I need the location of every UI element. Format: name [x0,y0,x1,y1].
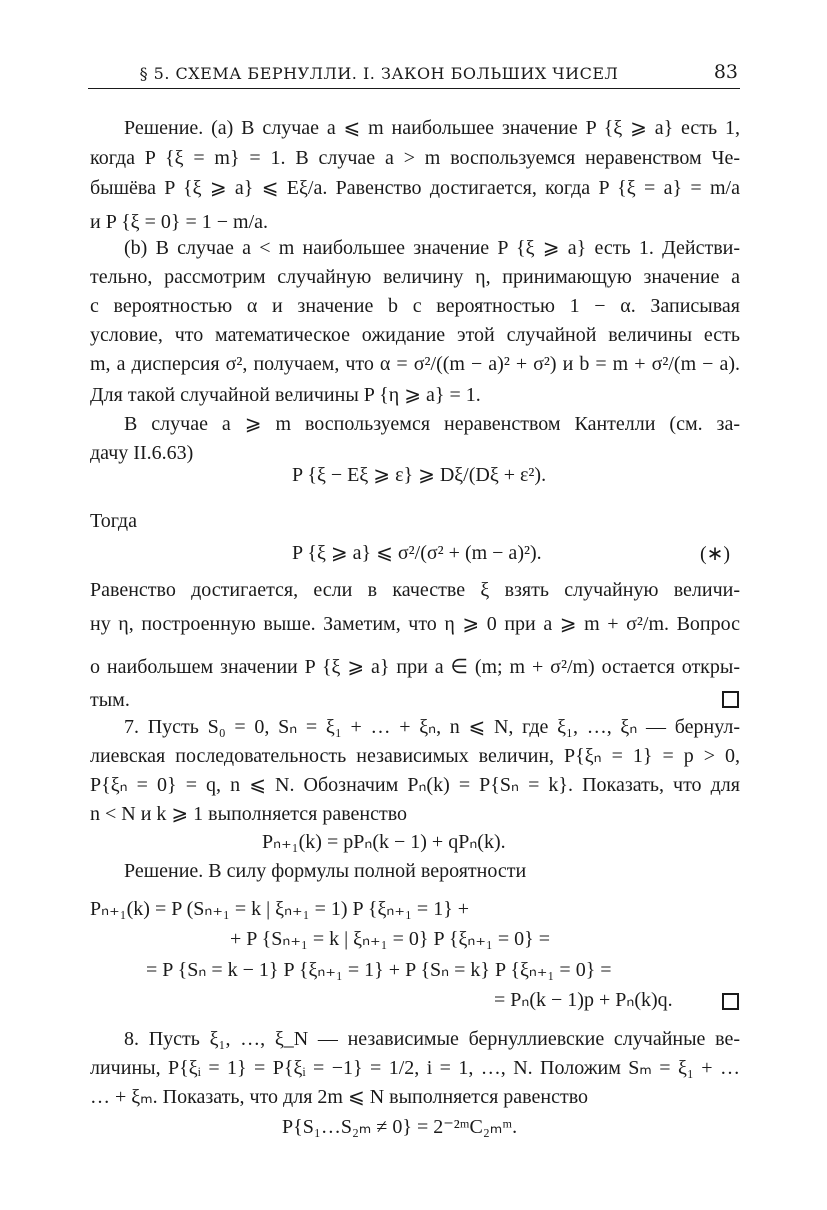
header-title: § 5. СХЕМА БЕРНУЛЛИ. I. ЗАКОН БОЛЬШИХ ЧИСЕЛ [139,64,619,83]
text-line: о наибольшем значении P {ξ ⩾ a} при a ∈ (m; m + σ²/m) остается откры- [90,656,740,678]
formula-final: P{S₁…S₂ₘ ≠ 0} = 2⁻²ᵐC₂ₘᵐ. [282,1116,518,1138]
qed-square [722,993,739,1010]
text-line: лиевская последовательность независимых величин, P{ξₙ = 1} = p > 0, [90,745,740,767]
formula-recurrence: Pₙ₊₁(k) = pPₙ(k − 1) + qPₙ(k). [262,831,506,853]
text-line: дачу II.6.63) [90,442,194,464]
text-line: … + ξₘ. Показать, что для 2m ⩽ N выполняется равенство [90,1086,589,1108]
running-header [88,58,740,89]
text-line: 7. Пусть S₀ = 0, Sₙ = ξ₁ + … + ξₙ, n ⩽ N, где ξ₁, …, ξₙ — бернул- [124,716,740,738]
text-line: 8. Пусть ξ₁, …, ξ_N — независимые бернуллиевские случайные ве- [124,1028,740,1050]
text-line: когда P {ξ = m} = 1. В случае a > m воспользуемся неравенством Че- [90,147,740,169]
formula-line: = Pₙ(k − 1)p + Pₙ(k)q. [494,989,673,1011]
text-line: бышёва P {ξ ⩾ a} ⩽ Eξ/a. Равенство достигается, когда P {ξ = a} = m/a [90,177,740,199]
text-line: Равенство достигается, если в качестве ξ взять случайную величи- [90,579,740,601]
text-line: n < N и k ⩾ 1 выполняется равенство [90,803,408,825]
qed-square [722,691,739,708]
text-line: Решение. В силу формулы полной вероятности [124,860,527,882]
text-line: тельно, рассмотрим случайную величину η, принимающую значение a [90,266,740,288]
formula-line: = P {Sₙ = k − 1} P {ξₙ₊₁ = 1} + P {Sₙ = k} P {ξₙ₊₁ = 0} = [146,959,612,981]
formula-line: Pₙ₊₁(k) = P (Sₙ₊₁ = k | ξₙ₊₁ = 1) P {ξₙ₊₁ = 1} + [90,898,470,920]
text-line: с вероятностью α и значение b с вероятностью 1 − α. Записывая [90,295,740,317]
formula-cantelli: P {ξ − Eξ ⩾ ε} ⩾ Dξ/(Dξ + ε²). [292,464,547,486]
formula-star: P {ξ ⩾ a} ⩽ σ²/(σ² + (m − a)²). [292,542,542,564]
page-number: 83 [713,61,738,83]
text-line: Тогда [90,510,137,532]
text-line: В случае a ⩾ m воспользуемся неравенством Кантелли (см. за- [124,413,740,435]
text-line: ну η, построенную выше. Заметим, что η ⩾ 0 при a ⩾ m + σ²/m. Вопрос [90,613,740,635]
text-line: Для такой случайной величины P {η ⩾ a} = 1. [90,384,481,406]
equation-tag: (∗) [700,543,731,565]
text-line: тым. [90,689,130,711]
text-line: m, а дисперсия σ², получаем, что α = σ²/((m − a)² + σ²) и b = m + σ²/(m − a). [90,353,740,375]
text-line: Решение. (a) В случае a ⩽ m наибольшее значение P {ξ ⩾ a} есть 1, [124,117,740,139]
text-line: условие, что математическое ожидание этой случайной величины есть [90,324,740,346]
formula-line: + P {Sₙ₊₁ = k | ξₙ₊₁ = 0} P {ξₙ₊₁ = 0} = [230,928,551,950]
text-line: личины, P{ξᵢ = 1} = P{ξᵢ = −1} = 1/2, i = 1, …, N. Положим Sₘ = ξ₁ + … [90,1057,740,1079]
text-line: P{ξₙ = 0} = q, n ⩽ N. Обозначим Pₙ(k) = P{Sₙ = k}. Показать, что для [90,774,740,796]
text-line: и P {ξ = 0} = 1 − m/a. [90,211,269,233]
text-line: (b) В случае a < m наибольшее значение P {ξ ⩾ a} есть 1. Действи- [124,237,740,259]
